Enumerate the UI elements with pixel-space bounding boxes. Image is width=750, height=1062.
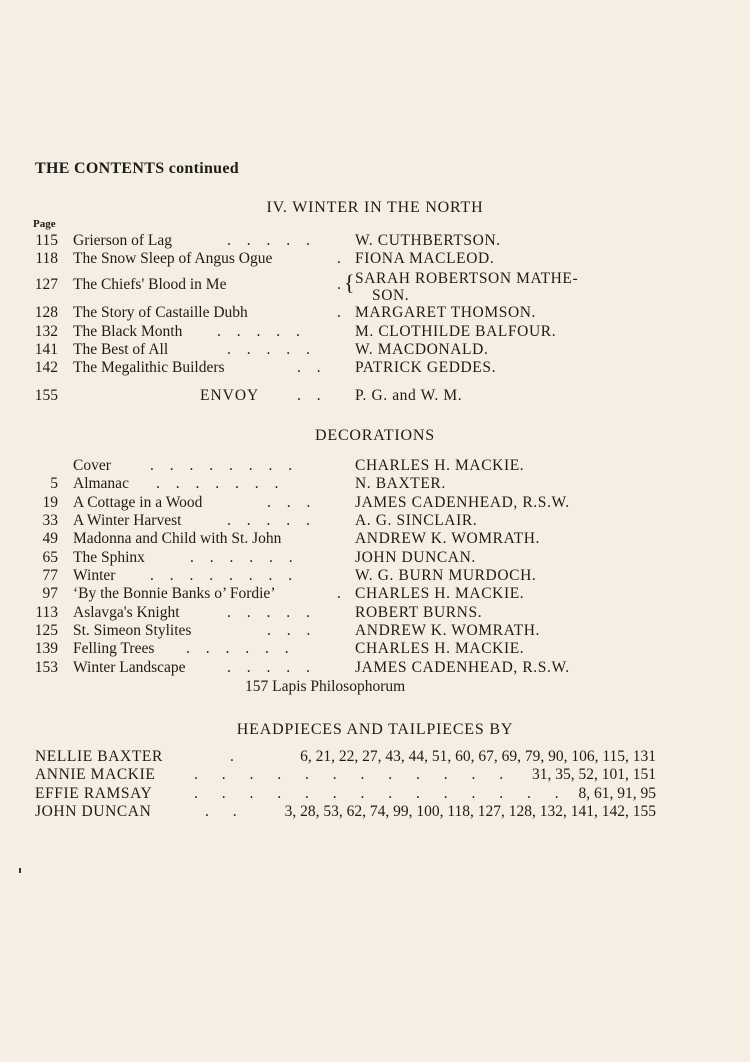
dot-leader: . . . . . . . . . . . . . .	[194, 785, 569, 802]
item-title: The Best of All	[73, 341, 169, 358]
dot-leader: . . . . . . . .	[150, 457, 299, 474]
page-number: 139	[34, 640, 58, 657]
decoration-item	[0, 457, 750, 475]
item-author: JOHN DUNCAN.	[355, 549, 476, 566]
item-title: Madonna and Child with St. John	[73, 530, 282, 547]
item-title: The Sphinx	[73, 549, 145, 566]
decoration-item	[0, 530, 750, 548]
decoration-item	[0, 622, 750, 640]
paper-speck	[19, 868, 21, 873]
dot-leader: . . .	[267, 494, 317, 511]
item-author: ROBERT BURNS.	[355, 604, 483, 621]
item-author-continued: SON.	[372, 287, 410, 304]
decoration-item	[0, 567, 750, 585]
dot-leader: . . . . . .	[186, 640, 295, 657]
winter-item	[0, 359, 750, 377]
decoration-item	[0, 494, 750, 512]
page-number: 5	[50, 475, 58, 492]
item-author: JAMES CADENHEAD, R.S.W.	[355, 494, 570, 511]
page-number: 97	[42, 585, 58, 602]
winter-item	[0, 250, 750, 268]
item-author: P. G. and W. M.	[355, 387, 463, 404]
item-author: N. BAXTER.	[355, 475, 446, 492]
item-title: ‘By the Bonnie Banks o’ Fordie’	[73, 585, 276, 602]
item-author: M. CLOTHILDE BALFOUR.	[355, 323, 557, 340]
decorations-section-title: DECORATIONS	[315, 427, 435, 444]
item-title: Felling Trees	[73, 640, 155, 657]
headpiece-row	[0, 785, 750, 803]
item-author: FIONA MACLEOD.	[355, 250, 495, 267]
item-author: A. G. SINCLAIR.	[355, 512, 478, 529]
item-author: PATRICK GEDDES.	[355, 359, 497, 376]
page-list: 8, 61, 91, 95	[578, 785, 656, 802]
page-number: 33	[42, 512, 58, 529]
dot-leader: . .	[297, 359, 327, 376]
item-author: W. MACDONALD.	[355, 341, 489, 358]
item-author: JAMES CADENHEAD, R.S.W.	[355, 659, 570, 676]
item-title: Grierson of Lag	[73, 232, 172, 249]
decoration-item	[0, 640, 750, 658]
item-author: CHARLES H. MACKIE.	[355, 585, 525, 602]
decoration-item	[0, 604, 750, 622]
item-author: SARAH ROBERTSON MATHE-	[355, 270, 579, 287]
item-author: CHARLES H. MACKIE.	[355, 640, 525, 657]
artist-name: NELLIE BAXTER	[35, 748, 163, 765]
dot-leader: . . . . .	[217, 323, 306, 340]
brace-icon: {	[344, 270, 355, 295]
page-number: 142	[34, 359, 58, 376]
artist-name: JOHN DUNCAN	[35, 803, 152, 820]
dot-leader: . . . . .	[227, 659, 316, 676]
page-number: 19	[42, 494, 58, 511]
page-number: 115	[35, 232, 58, 249]
item-author: W. G. BURN MURDOCH.	[355, 567, 537, 584]
item-author: MARGARET THOMSON.	[355, 304, 537, 321]
winter-item	[0, 323, 750, 341]
decoration-item	[0, 475, 750, 493]
winter-item	[0, 341, 750, 359]
item-title: The Story of Castaille Dubh	[73, 304, 248, 321]
headpieces-section-title: HEADPIECES AND TAILPIECES BY	[236, 721, 514, 738]
envoy-item	[0, 387, 750, 405]
winter-item	[0, 304, 750, 322]
envoy-title: ENVOY	[200, 387, 260, 404]
winter-section-title: IV. WINTER IN THE NORTH	[266, 199, 484, 216]
item-title: The Chiefs' Blood in Me	[73, 276, 227, 293]
item-author: ANDREW K. WOMRATH.	[355, 530, 541, 547]
dot-leader: . . . . .	[227, 604, 316, 621]
dot-leader: . . . . .	[227, 341, 316, 358]
artist-name: ANNIE MACKIE	[35, 766, 156, 783]
winter-item	[0, 270, 750, 304]
item-author: CHARLES H. MACKIE.	[355, 457, 525, 474]
item-author: ANDREW K. WOMRATH.	[355, 622, 541, 639]
item-title: The Snow Sleep of Angus Ogue	[73, 250, 273, 267]
decoration-item	[0, 585, 750, 603]
dot-leader: . . . . . . .	[156, 475, 285, 492]
lapis-philosophorum: 157 Lapis Philosophorum	[245, 678, 406, 695]
item-title: Winter Landscape	[73, 659, 186, 676]
item-title: The Black Month	[73, 323, 183, 340]
dot-leader: . .	[297, 387, 327, 404]
page-list: 6, 21, 22, 27, 43, 44, 51, 60, 67, 69, 79, 90, 106, 115, 131	[300, 748, 656, 765]
contents-header: THE CONTENTS continued	[35, 160, 239, 177]
headpiece-row	[0, 803, 750, 821]
page-number: 128	[34, 304, 58, 321]
page-list: 31, 35, 52, 101, 151	[532, 766, 656, 783]
item-title: Cover	[73, 457, 111, 474]
page-number: 132	[34, 323, 58, 340]
item-title: Almanac	[73, 475, 129, 492]
decoration-item	[0, 659, 750, 677]
page-number: 153	[34, 659, 58, 676]
item-title: St. Simeon Stylites	[73, 622, 192, 639]
dot-leader: . . . . .	[227, 512, 316, 529]
decoration-item	[0, 549, 750, 567]
item-author: W. CUTHBERTSON.	[355, 232, 501, 249]
item-title: The Megalithic Builders	[73, 359, 225, 376]
item-title: Aslavga's Knight	[73, 604, 180, 621]
dot-leader: .	[337, 585, 347, 602]
page-number: 118	[35, 250, 58, 267]
decoration-item	[0, 512, 750, 530]
dot-leader: .	[337, 276, 347, 293]
item-title: A Cottage in a Wood	[73, 494, 203, 511]
dot-leader: . . . . . .	[190, 549, 299, 566]
headpiece-row	[0, 748, 750, 766]
dot-leader: . . .	[267, 622, 317, 639]
dot-leader: . . . . . . . . . . . .	[194, 766, 514, 783]
dot-leader: .	[230, 748, 244, 765]
page-number: 125	[34, 622, 58, 639]
dot-leader: . . . . . . . .	[150, 567, 299, 584]
artist-name: EFFIE RAMSAY	[35, 785, 153, 802]
headpiece-row	[0, 766, 750, 784]
page-number: 127	[34, 276, 58, 293]
page-column-label: Page	[33, 218, 56, 230]
page-number: 77	[42, 567, 58, 584]
item-title: Winter	[73, 567, 116, 584]
page-number: 49	[42, 530, 58, 547]
page-number: 141	[34, 341, 58, 358]
page-number: 155	[34, 387, 58, 404]
dot-leader: . . . . .	[227, 232, 316, 249]
page-number: 113	[35, 604, 58, 621]
item-title: A Winter Harvest	[73, 512, 182, 529]
dot-leader: .	[337, 304, 347, 321]
winter-item	[0, 232, 750, 250]
dot-leader: .	[337, 250, 347, 267]
dot-leader: . .	[205, 803, 247, 820]
page-list: 3, 28, 53, 62, 74, 99, 100, 118, 127, 128, 132, 141, 142, 155	[284, 803, 656, 820]
page-number: 65	[42, 549, 58, 566]
